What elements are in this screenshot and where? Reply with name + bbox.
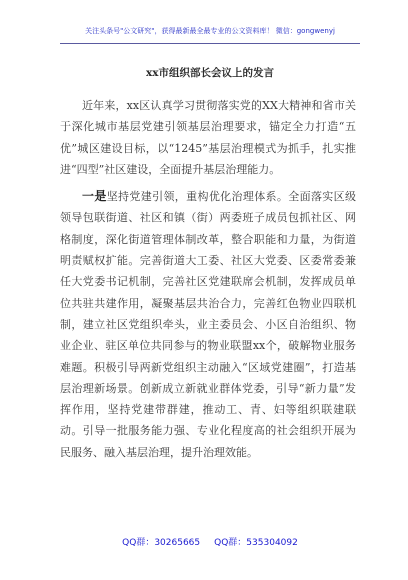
paragraph-intro-text: 近年来，xx区认真学习贯彻落实党的XX大精神和省市关于深化城市基层党建引领基层治理要求，锚定全力打造“五优”城区建设目标，以“1245”基层治理模式为抓手，扎实推进“四型”社区建设，全面提升基层治理能力。 — [60, 99, 356, 176]
header-divider — [60, 43, 360, 44]
document-body — [60, 95, 356, 463]
footer-qq-group-2: QQ群：535304092 — [214, 538, 298, 548]
paragraph-point-one-text: 坚持党建引领，重构优化治理体系。全面落实区级领导包联街道、社区和镇（街）两委班子成员包抓社区、网格制度，深化街道管理体制改革，整合职能和力量，为街道明责赋权扩能。完善街道大工委、社区大党委、区委常委兼任大党委书记机制，完善社区党建联席会机制，发挥成员单位共驻共建作用，凝聚基层共治合力，完善红色物业四联机制，建立社区党组织牵头，业主委员会、小区自治组织、物业企业、驻区单位共同参与的物业联盟xx个，破解物业服务难题。积极引导两新党组织主动融入“区域党建圈”，打造基层治理新场景。创新成立新就业群体党委，引导“新力量”发挥作用，坚持党建带群建，推动工、青、妇等组织联建联动。引导一批服务能力强、专业化程度高的社会组织开展为民服务、融入基层治理，提升治理效能。 — [60, 190, 356, 459]
paragraph-point-one-lead: 一是 — [82, 189, 107, 204]
paragraph-point-one — [60, 186, 356, 463]
footer-contact — [60, 537, 360, 549]
paragraph-intro — [60, 95, 356, 180]
footer-qq-group-1: QQ群：30265665 — [122, 538, 201, 548]
header-promo-note: 关注头条号"公文研究"，获得最新最全最专业的公文资料库！ 微信：gongwenyj — [85, 27, 335, 35]
document-title: xx市组织部长会议上的发言 — [145, 67, 275, 79]
